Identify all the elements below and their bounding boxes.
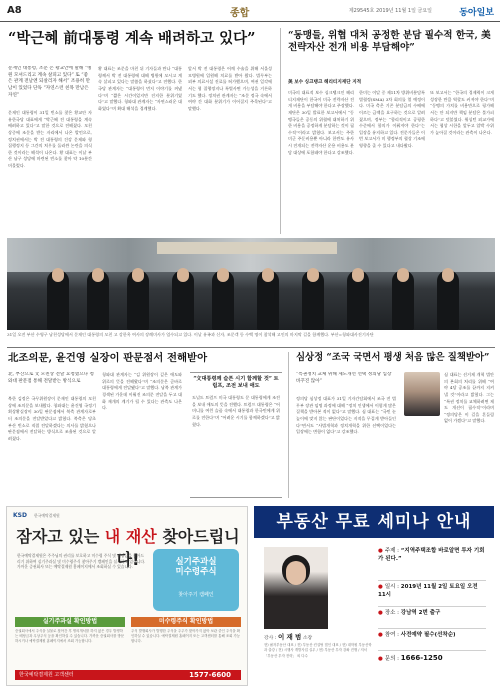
ksd-advertisement[interactable] <box>6 506 248 686</box>
left-body-col1: 문재인 대통령이 31일 빈소를 찾은 황교안 자유한국당 대표에게 “박근혜 전 대통령을 계속 배려하고 있다”고 말한 것으로 전해졌다. 모친 상중에 조문을 받는 자리에서 나온 발언으로, 정치권에서는 박 전 대통령의 건강 문제와 형 집행정지 등 그간의 처우를 둘러싼 논란을 의식한 것이라는 해석이 나온다. 황 대표는 이날 부산 남구 성당에 마련된 빈소를 찾아 약 10분간 머물렀다. <box>8 110 92 168</box>
left-subhead: 문재인 대통령, 조문 온 황교안에 말해 “병원 모셔드리고 계속 살피고 있다” 또 “좋은 관계 전날엔 되살리자 해서” 조용히 만남이 있었다 단독 “자연스런 친목 만남은 자연” <box>8 66 92 98</box>
seminar-join: ● 참여 : 사전예약 필수(선착순) <box>378 632 456 638</box>
sim-sang-jung-photo <box>404 372 440 416</box>
ksd-logo: KSD <box>13 512 27 519</box>
bottom-left-subhead: 北, 부산으로 文 모친상 전달 요청했으나 청와대 판문점 통해 전달받는 방식으로 <box>8 372 94 384</box>
side-headline: “文대통령께 슬픈 시기 함께할 것” 트럼프, 조전 보내 애도 <box>193 376 279 389</box>
ksd-logo-sub: 한국예탁결제원 <box>34 513 60 518</box>
bottom-left-body-col2: 청와대 관계자는 “김 위원장이 깊은 애도와 위로의 뜻을 전해왔다”며 “조의문은 곧바로 대통령에게 전달됐다”고 말했다. 남북 관계가 경색된 가운데 이뤄진 조의문 전달을 두고 대화 재개의 계기가 될 수 있다는 관측도 나온다. <box>102 372 182 411</box>
bottom-right-headline: 심상정 “조국 국면서 평생 처음 많은 질책받아” <box>296 352 490 363</box>
right-body-col3: 또 보고서는 “한국의 경제력이 크게 성장한 만큼 역할도 커져야 한다”며 “동맹의 가치를 비용만으로 평가해서는 안 되지만 책임 분담은 불가피하다”고 덧붙였다. 워싱턴 외교가에서는 협상 시한을 앞두고 압박 수위가 높아질 것이라는 관측이 나온다. <box>430 90 494 135</box>
seminar-topic: ● 주제 : “지역주택조합 바로알면 투자 기회가 된다.” <box>378 548 485 562</box>
left-body-col2: 황 대표는 조문을 마친 뒤 기자들과 만나 “대통령께서 박 전 대통령에 대해 병원에 모시고 계속 살피고 있다는 말씀을 하셨다”고 전했다. 한국당 관계자는 “대통령이 먼저 이야기를 꺼냈다”며 “짧은 시간이었지만 진지한 분위기였다”고 말했다. 청와대 관계자는 “자연스러운 대화였다”며 확대 해석을 경계했다. <box>98 66 182 111</box>
bottom-right-subhead: “특권정치 교체 위해 제도개선 선택 정의당 입장 바꾸진 않아” <box>296 372 392 384</box>
campaign-badge: 실기주과실 미수령주식 찾아주기 캠페인 <box>153 549 239 611</box>
newspaper-brand: 동아일보 <box>459 8 494 18</box>
bottom-right-body-col1: 정의당 심상정 대표가 31일 기자간담회에서 조국 전 법무부 장관 임명 과정에 대해 “정치 인생에서 이렇게 많은 질책을 받아본 적이 없다”고 말했다. 심 대표는 “국민 눈높이에 맞지 않는 판단이었다는 지적을 무겁게 받아들인다”면서도 “사법개혁과 정치개혁을 위한 선택이었다는 입장에는 변함이 없다”고 강조했다. <box>296 396 396 435</box>
bottom-right-body-col2: 심 대표는 선거제 개혁 법안의 본회의 처리를 위해 “여야 4당 공조를 끝까지 지켜낼 것”이라고 밝혔다. 그는 “특권 정치를 교체하려면 제도 개선이 필수적”이라며 “정의당은 이 길을 흔들림 없이 가겠다”고 말했다. <box>444 372 494 424</box>
page-header <box>0 0 500 22</box>
left-body-col3: 앞서 박 전 대통령은 어깨 수술을 위해 서울성모병원에 입원해 치료를 받아 왔다. 법무부는 외부 의료시설 진료를 허가했으며, 여권 일각에서는 형 집행정지나 특별사면 가능성을 거론하기도 했다. 정치권 관계자는 “조문 정국 속에서 여야 간 대화 분위기가 이어질지 주목된다”고 말했다. <box>188 66 272 111</box>
right-byline: 美 보수 싱크탱크 헤리티지재단 지적 <box>288 80 362 85</box>
left-method-body: 증권회사에서 주식을 실물로 찾아간 후 명의개서를 하지 않은 경우 발생하는 배당금과 무상주식 등을 확인하실 수 있습니다. 가까운 증권회사를 방문하시거나 예탁결제원 홈페이지에서 조회 가능합니다. <box>15 629 125 644</box>
issue-info: 제29545호 2019년 11월 1일 금요일 <box>348 8 432 14</box>
seminar-date: ● 일시 : 2019년 11월 2일 토요일 오전 11시 <box>378 584 478 598</box>
seminar-contact: ● 문의 : 1666-1250 <box>378 654 443 662</box>
phone-number: 1577-6600 <box>189 671 231 679</box>
photo-caption: 31일 오전 부산 수영구 남천성당에서 문재인 대통령의 모친 고 강한옥 여사의 장례미사가 엄수되고 있다. 이날 유족과 신자, 조문객 등 수백 명이 참석해 고인의 마지막 길을 함께했다. 부산=청와대사진기자단 <box>7 332 374 337</box>
section-name: 종합 <box>230 8 250 19</box>
left-method-title: 실기주과실 확인방법 <box>15 617 125 627</box>
page-number: A8 <box>7 5 22 16</box>
ad-description: 한국예탁결제원은 주주님의 권리를 보호하고 미수령 주식 및 배당금을 찾아드리기 위하여 실기주과실 및 미수령주식 찾아주기 캠페인을 실시하고 있습니다. 가까운 증권회사 또는 예탁결제원 홈페이지에서 조회하실 수 있습니다. <box>17 553 146 570</box>
ad-headline: 잠자고 있는 내 재산 찾아드립니다! <box>16 527 240 569</box>
lecturer-photo <box>264 547 328 629</box>
trump-condolence-box <box>190 372 282 498</box>
seminar-title: 부동산 무료 세미나 안내 <box>254 506 494 538</box>
ad-footer: 한국예탁결제원 고객센터 1577-6600 <box>15 670 241 680</box>
lecturer-history: 현) 필자부동산 대표 / 전) 부동산 컨설팅 법인 대표 / 현) 대학원 부동산학과 출강 / 전) 시행사 개발사업 실무 / 현) 부동산 투자 강좌 진행 / 저서 「부동산 투자 전략」 외 다수 <box>264 643 372 658</box>
lecturer-name: 강사 : 이 재 범 소장 <box>264 633 313 641</box>
column-divider <box>280 28 281 234</box>
right-method-title: 미수령주식 확인방법 <box>131 617 241 627</box>
bottom-right-body-col2b <box>404 420 440 496</box>
bottom-left-body-col1: 북한 김정은 국무위원장이 문재인 대통령의 모친상에 조의문을 보내왔다. 청와대는 윤건영 국정기획상황실장이 30일 판문점에서 북측 관계자로부터 조의문을 전달받았다고 밝혔다. 북측은 당초 부산 빈소로 직접 전달하겠다는 의사를 밝혔으나 판문점에서 전달하는 방식으로 조율된 것으로 알려졌다. <box>8 396 96 441</box>
right-headline: “동맹들, 위협 대처 공정한 분담 필수적 한국, 美전략자산 전개 비용 부담해야” <box>288 30 491 53</box>
seminar-place: ● 장소 : 강남역 2번 출구 <box>378 610 441 616</box>
column-divider <box>288 352 289 498</box>
right-method-body: 주식 발행회사가 발행한 주식을 주주가 찾아가지 않아 보관 중인 주식을 확인하실 수 있습니다. 예탁결제원 홈페이지 또는 고객센터를 통해 조회 가능합니다. <box>131 629 241 644</box>
left-headline: “박근혜 前대통령 계속 배려하고 있다” <box>8 30 256 47</box>
bottom-left-headline: 北조의문, 윤건영 실장이 판문점서 전해받아 <box>8 352 208 364</box>
right-body-col1: 미국의 대표적 보수 싱크탱크인 헤리티지재단이 한국이 미국 전략자산 전개 비용을 부담해야 한다고 주장했다. 재단은 30일 발표한 보고서에서 “동맹국들은 공동의 위협에 대처하기 위한 비용을 공정하게 분담하는 것이 필수적”이라고 밝혔다. 보고서는 주한미군 주둔비용뿐 아니라 한반도 유사시 전개되는 전략자산 운용 비용도 분담 대상에 포함돼야 한다고 강조했다. <box>288 90 354 155</box>
side-body: 도널드 트럼프 미국 대통령도 문 대통령에게 조전을 보내 애도의 뜻을 전했다. 트럼프 대통령은 “어머니를 여읜 슬픔 속에서 대통령과 한국민에게 위로를 전한다”며 “어려운 시기를 함께하겠다”고 밝혔다. <box>192 395 280 427</box>
seminar-advertisement[interactable] <box>254 506 494 686</box>
funeral-mass-photo <box>7 238 495 330</box>
right-body-col2: 한미는 이달 중 제11차 방위비분담특별협정(SMA) 3차 회의를 열 예정이다. 미국 측은 기존 분담금의 수배에 이르는 금액을 요구하는 것으로 알려졌으며, 정부는 “합리적이고 공평한 수준에서 합의가 이뤄져야 한다”는 입장을 유지하고 있다. 전문가들은 이번 보고서가 미 행정부의 협상 기조에 영향을 줄 수 있다고 내다봤다. <box>359 90 425 148</box>
section-divider <box>7 347 495 348</box>
